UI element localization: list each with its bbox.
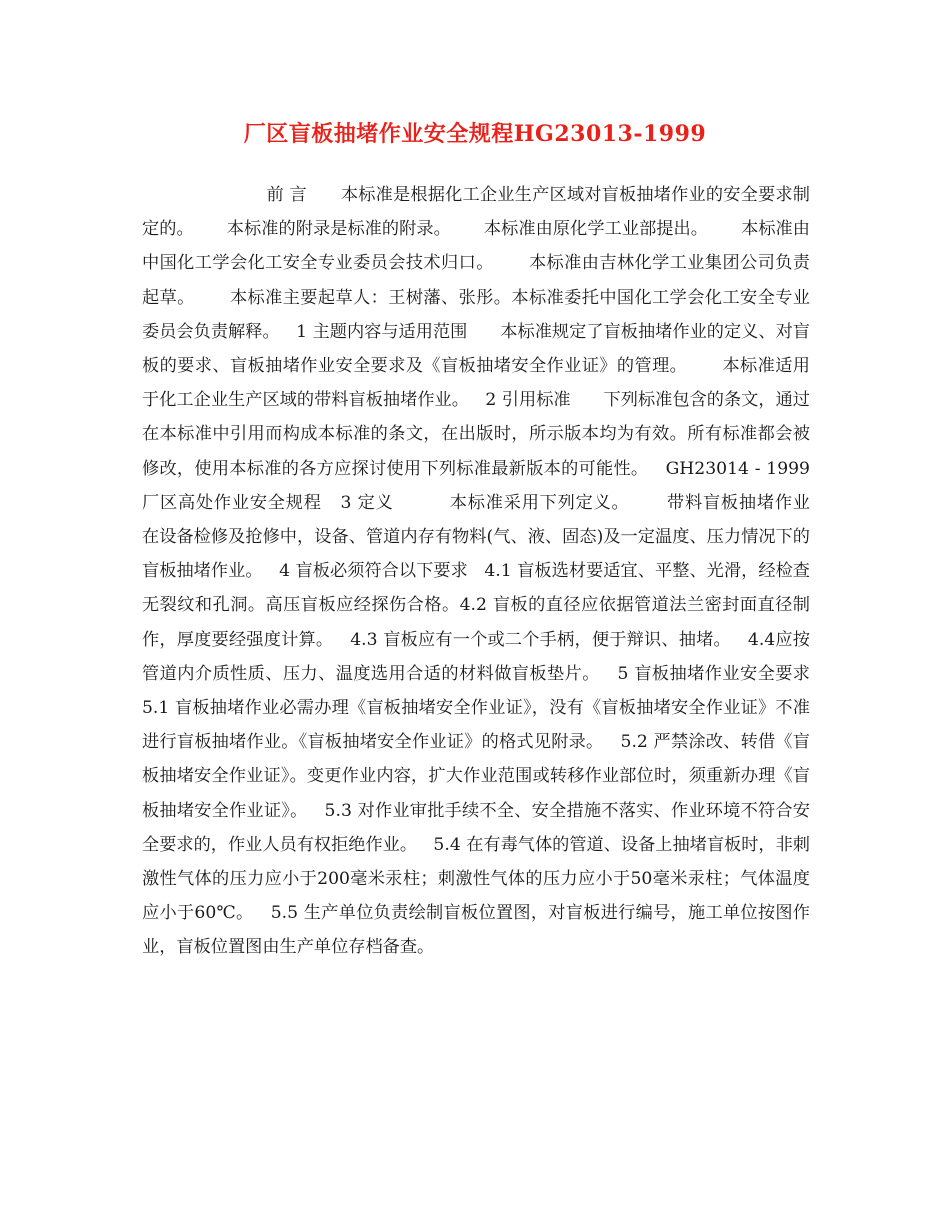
document-body: 前 言 本标准是根据化工企业生产区域对盲板抽堵作业的安全要求制定的。 本标准的附录是标准的附录。 本标准由原化学工业部提出。 本标准由中国化工学会化工安全专业委员会技术归口。 本标准由吉林化学工业集团公司负责起草。 本标准主要起草人：王树藩、张彤。本标准委托中国化工学会化工安全专业委员会负责解释。 1 主题内容与适用范围 本标准规定了盲板抽堵作业的定义、对盲板的要求、盲板抽堵作业安全要求及《盲板抽堵安全作业证》的管理。 本标准适用于化工企业生产区域的带料盲板抽堵作业。 2 引用标准 下列标准包含的条文，通过在本标准中引用而构成本标准的条文，在出版时，所示版本均为有效。所有标准都会被修改，使用本标准的各方应探讨使用下列标准最新版本的可能性。 GH23014 - 1999 厂区高处作业安全规程 3 定义 本标准采用下列定义。 带料盲板抽堵作业 在设备检修及抢修中，设备、管道内存有物料(气、液、固态)及一定温度、压力情况下的盲板抽堵作业。 4 盲板必须符合以下要求 4.1 盲板选材要适宜、平整、光滑，经检查无裂纹和孔洞。高压盲板应经探伤合格。4.2 盲板的直径应依据管道法兰密封面直径制作，厚度要经强度计算。 4.3 盲板应有一个或二个手柄，便于辩识、抽堵。 4.4应按管道内介质性质、压力、温度选用合适的材料做盲板垫片。 5 盲板抽堵作业安全要求 5.1 盲板抽堵作业必需办理《盲板抽堵安全作业证》，没有《盲板抽堵安全作业证》不准进行盲板抽堵作业。《盲板抽堵安全作业证》的格式见附录。 5.2 严禁涂改、转借《盲板抽堵安全作业证》。变更作业内容，扩大作业范围或转移作业部位时，须重新办理《盲板抽堵安全作业证》。 5.3 对作业审批手续不全、安全措施不落实、作业环境不符合安全要求的，作业人员有权拒绝作业。 5.4 在有毒气体的管道、设备上抽堵盲板时，非刺激性气体的压力应小于200毫米汞柱；刺激性气体的压力应小于50毫米汞柱；气体温度应小于60℃。 5.5 生产单位负责绘制盲板位置图，对盲板进行编号，施工单位按图作业，盲板位置图由生产单位存档备查。 (142, 185, 843, 958)
document-title: 厂区盲板抽堵作业安全规程HG23013-1999 (243, 121, 707, 147)
